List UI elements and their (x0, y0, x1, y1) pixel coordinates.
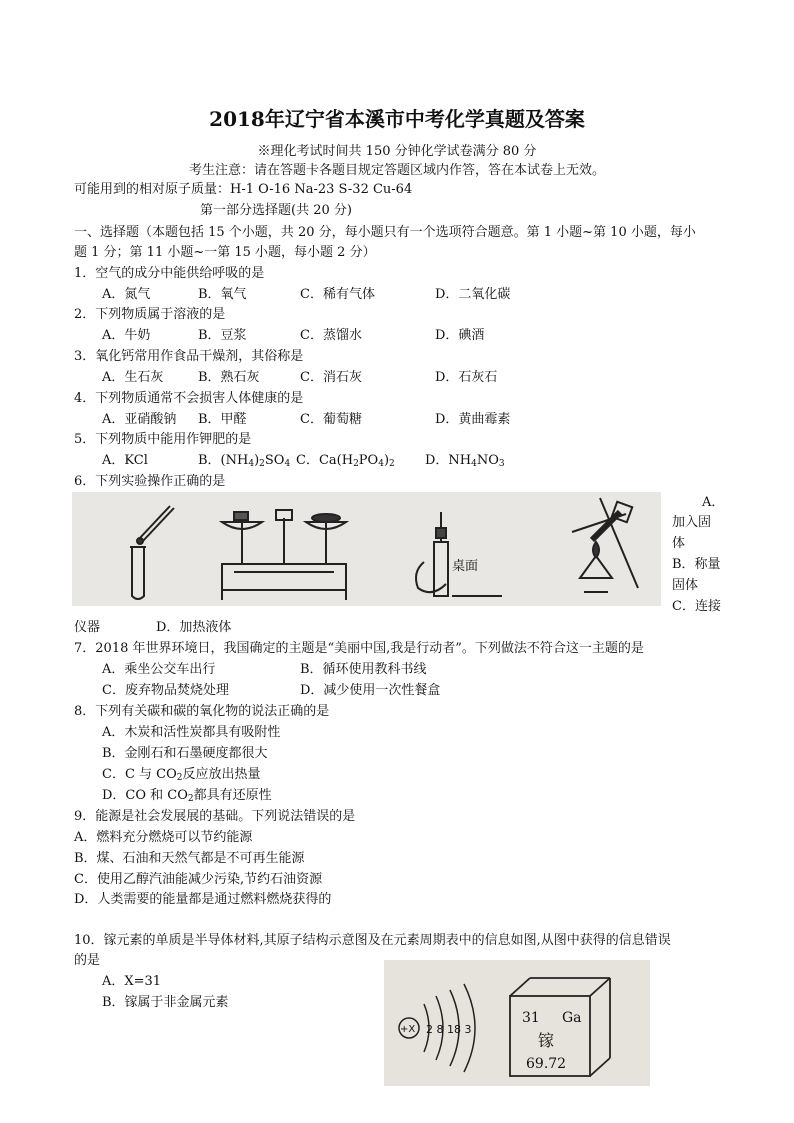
atomic-number: 31 (522, 1010, 540, 1026)
q8-option-c: C．C 与 $CO_2$反应放出热量 (102, 767, 261, 783)
q5-stem: 5．下列物质中能用作钾肥的是 (74, 432, 252, 447)
atomic-masses: 可能用到的相对原子质量：H-1 O-16 Na-23 S-32 Cu-64 (74, 182, 413, 197)
q9-option-d: D．人类需要的能量都是通过燃料燃烧获得的 (74, 892, 332, 907)
q3-option-a: A．生石灰 (102, 370, 164, 385)
q6-option-a-text-cont: 体 (672, 536, 686, 551)
q2-option-c: C．蒸馏水 (300, 328, 362, 343)
page-title: 2018年辽宁省本溪市中考化学真题及答案 (209, 107, 585, 131)
q9-option-c: C．使用乙醇汽油能减少污染,节约石油资源 (74, 872, 323, 887)
exam-time-note: ※理化考试时间共 150 分钟化学试卷满分 80 分 (257, 144, 537, 159)
q2-option-a: A．牛奶 (102, 328, 151, 343)
q10-stem: 10．镓元素的单质是半导体材料,其原子结构示意图及在元素周期表中的信息如图,从图中获得的信息错误 (74, 933, 671, 948)
heat-liquid-icon (572, 498, 638, 592)
q1-option-b: B．氧气 (198, 287, 247, 302)
q3-stem: 3．氧化钙常用作食品干燥剂，其俗称是 (74, 349, 304, 364)
element-name: 镓 (538, 1031, 555, 1050)
q5-option-b: B．$(NH_4)_2SO_4$ (198, 453, 291, 469)
connect-apparatus-icon (416, 512, 502, 596)
q6-option-b-cont: 固体 (672, 578, 699, 593)
q2-option-b: B．豆浆 (198, 328, 247, 343)
q8-stem: 8．下列有关碳和碳的氧化物的说法正确的是 (74, 704, 330, 719)
q2-option-d: D．碘酒 (435, 328, 485, 343)
q9-stem: 9．能源是社会发展展的基础。下列说法错误的是 (74, 809, 356, 824)
q3-option-d: D．石灰石 (435, 370, 498, 385)
q7-option-d: D．减少使用一次性餐盒 (300, 683, 441, 698)
desk-label: 桌面 (452, 559, 479, 574)
q1-option-c: C．稀有气体 (300, 287, 375, 302)
q6-option-c: C．连接 (672, 599, 721, 614)
section1-instructions: 一、选择题（本题包括 15 个小题，共 20 分，每小题只有一个选项符合题意。第 1 小题~第 10 小题，每小 (74, 225, 696, 240)
q6-option-c-cont: 仪器 (74, 620, 101, 635)
q4-option-d: D．黄曲霉素 (435, 412, 511, 427)
q6-option-a-text: 加入固 (672, 515, 712, 530)
q8-option-d: D．CO 和 $CO_2$都具有还原性 (102, 788, 272, 804)
test-tube-tweezers-icon (130, 506, 174, 599)
q5-option-a: A．KCl (102, 453, 148, 468)
part1-title: 第一部分选择题(共 20 分) (200, 203, 352, 218)
nucleus-label: +X (400, 1024, 416, 1035)
q9-option-b: B．煤、石油和天然气都是不可再生能源 (74, 851, 305, 866)
q7-option-a: A．乘坐公交车出行 (102, 662, 216, 677)
q3-option-b: B．熟石灰 (198, 370, 260, 385)
q10-option-b: B．镓属于非金属元素 (102, 995, 229, 1010)
q3-option-c: C．消石灰 (300, 370, 362, 385)
atomic-mass: 69.72 (526, 1056, 567, 1072)
shell-electrons: 2 8 18 3 (426, 1023, 472, 1036)
q4-stem: 4．下列物质通常不会损害人体健康的是 (74, 391, 304, 406)
attention-note: 考生注意：请在答题卡各题目规定答题区域内作答，答在本试卷上无效。 (188, 163, 605, 178)
q6-option-b: B．称量 (672, 557, 721, 572)
lab-operations-illustration (72, 492, 661, 606)
q10-stem-cont: 的是 (74, 953, 101, 968)
q4-option-b: B．甲醛 (198, 412, 247, 427)
q9-option-a: A．燃料充分燃烧可以节约能源 (74, 830, 253, 845)
q8-option-a: A．木炭和活性炭都具有吸附性 (102, 725, 281, 740)
q4-option-c: C．葡萄糖 (300, 412, 362, 427)
balance-scale-icon (222, 510, 346, 600)
q1-stem: 1．空气的成分中能供给呼吸的是 (74, 266, 265, 281)
q7-stem: 7．2018 年世界环境日，我国确定的主题是“美丽中国,我是行动者”。下列做法不符合这一主题的是 (74, 641, 644, 656)
q6-option-d: D．加热液体 (156, 620, 232, 635)
q7-option-b: B．循环使用教科书线 (300, 662, 427, 677)
q10-gallium-image (384, 960, 650, 1086)
section1-instructions-cont: 题 1 分；第 11 小题~一第 15 小题，每小题 2 分） (74, 245, 376, 260)
q10-option-a: A．X=31 (102, 974, 162, 989)
gallium-atom-structure (384, 960, 650, 1086)
q1-option-d: D．二氧化碳 (435, 287, 511, 302)
q6-lab-operations-image (72, 492, 661, 606)
q1-option-a: A．氮气 (102, 287, 151, 302)
q2-stem: 2．下列物质属于溶液的是 (74, 307, 226, 322)
q8-option-b: B．金刚石和石墨硬度都很大 (102, 746, 268, 761)
q5-option-d: D．$NH_4NO_3$ (425, 453, 505, 469)
q4-option-a: A．亚硝酸钠 (102, 412, 177, 427)
q5-option-c: C．$Ca(H_2PO_4)_2$ (296, 453, 395, 469)
q7-option-c: C．废弃物品焚烧处理 (102, 683, 229, 698)
q6-option-a: A． (702, 495, 725, 510)
element-symbol: Ga (562, 1010, 582, 1026)
q6-stem: 6．下列实验操作正确的是 (74, 474, 226, 489)
